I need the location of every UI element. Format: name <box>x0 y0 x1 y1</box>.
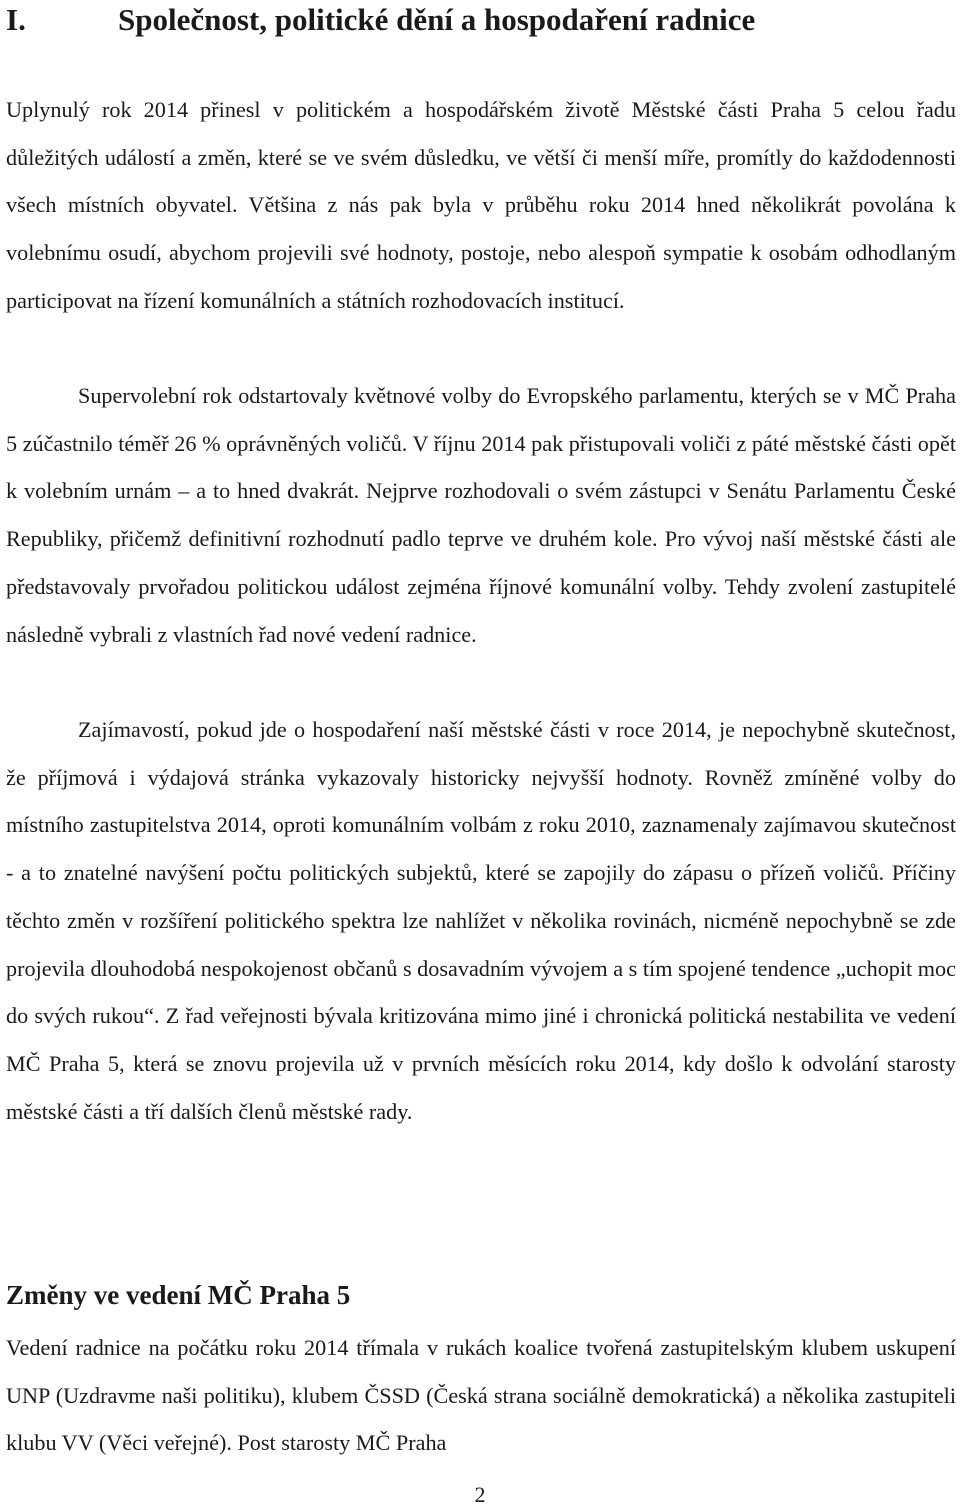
chapter-title: Společnost, politické dění a hospodaření radnice <box>118 2 756 37</box>
paragraph-intro-block <box>6 86 956 325</box>
paragraph-finances-block <box>6 706 956 1135</box>
paragraph-finances: Zajímavostí, pokud jde o hospodaření naší městské části v roce 2014, je nepochybně skutečnost, že příjmová i výdajová stránka vykazovaly historicky nejvyšší hodnoty. Rovněž zmíněné volby do místního zastupitelstva 2014, oproti komunálním volbám z roku 2010, zaznamenaly zajímavou skutečnost - a to znatelné navýšení počtu politických subjektů, které se zapojily do zápasu o přízeň voličů. Příčiny těchto změn v rozšíření politického spektra lze nahlížet v několika rovinách, nicméně nepochybně se zde projevila dlouhodobá nespokojenost občanů s dosavadním vývojem a s tím spojené tendence „uchopit moc do svých rukou“. Z řad veřejnosti bývala kritizována mimo jiné i chronická politická nestabilita ve vedení MČ Praha 5, která se znovu projevila už v prvních měsících roku 2014, kdy došlo k odvolání starosty městské části a tří dalších členů městské rady. <box>6 717 956 1124</box>
paragraph-leadership-block <box>6 1324 956 1467</box>
document-page <box>6 0 956 1456</box>
paragraph-elections-block <box>6 372 956 658</box>
section-heading: Změny ve vedení MČ Praha 5 <box>6 1280 351 1310</box>
paragraph-leadership: Vedení radnice na počátku roku 2014 třímala v rukách koalice tvořená zastupitelským klubem uskupení UNP (Uzdravme naši politiku), klubem ČSSD (Česká strana sociálně demokratická) a několika zastupiteli klubu VV (Věci veřejné). Post starosty MČ Praha <box>6 1335 956 1456</box>
page-number: 2 <box>474 1482 486 1507</box>
chapter-heading <box>6 0 956 38</box>
chapter-number: I. <box>6 2 26 37</box>
paragraph-intro: Uplynulý rok 2014 přinesl v politickém a hospodářském životě Městské části Praha 5 celou řadu důležitých událostí a změn, které se ve svém důsledku, ve větší či menší míře, promítly do každodennosti všech místních obyvatel. Většina z nás pak byla v průběhu roku 2014 hned několikrát povolána k volebnímu osudí, abychom projevili své hodnoty, postoje, nebo alespoň sympatie k osobám odhodlaným participovat na řízení komunálních a státních rozhodovacích institucí. <box>6 97 956 313</box>
paragraph-elections: Supervolební rok odstartovaly květnové volby do Evropského parlamentu, kterých se v MČ Praha 5 zúčastnilo téměř 26 % oprávněných voličů. V říjnu 2014 pak přistupovali voliči z páté městské části opět k volebním urnám – a to hned dvakrát. Nejprve rozhodovali o svém zástupci v Senátu Parlamentu České Republiky, přičemž definitivní rozhodnutí padlo teprve ve druhém kole. Pro vývoj naší městské části ale představovaly prvořadou politickou událost zejména říjnové komunální volby. Tehdy zvolení zastupitelé následně vybrali z vlastních řad nové vedení radnice. <box>6 383 956 647</box>
